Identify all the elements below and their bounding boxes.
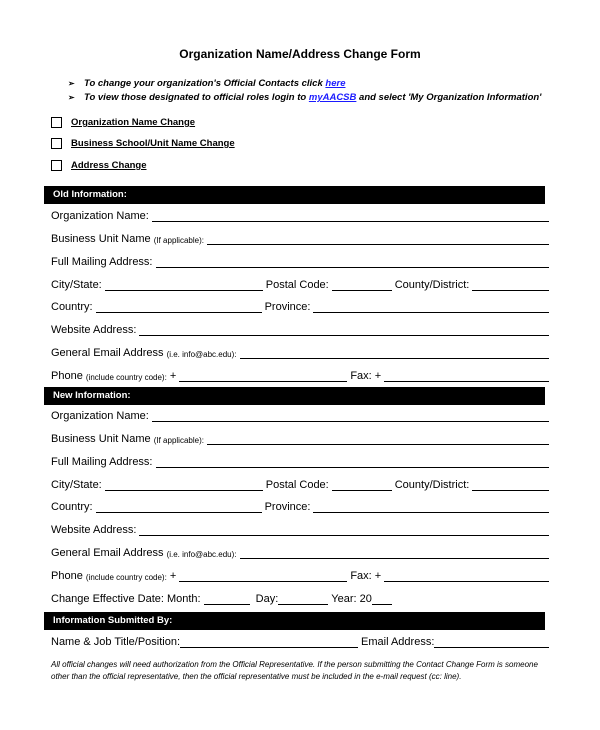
- old-fax-field[interactable]: [384, 370, 549, 382]
- new-info-header: New Information:: [44, 387, 545, 405]
- old-info-header: Old Information:: [44, 186, 545, 204]
- old-org-name-field[interactable]: [152, 210, 549, 222]
- label: +: [169, 370, 177, 382]
- hint: (If applicable):: [153, 436, 204, 445]
- old-phone-field[interactable]: [179, 370, 347, 382]
- label: Business Unit Name: [51, 233, 151, 245]
- label: Business Unit Name: [51, 433, 151, 445]
- effective-month-field[interactable]: [204, 593, 250, 605]
- new-province-field[interactable]: [313, 501, 549, 513]
- bullet-text: To change your organization's Official Contacts click: [84, 78, 326, 89]
- submitter-name-field[interactable]: [180, 636, 358, 648]
- label: General Email Address: [51, 347, 164, 359]
- checkbox-org-name-change[interactable]: [51, 117, 195, 128]
- hint: (If applicable):: [153, 236, 204, 245]
- label: Fax: +: [350, 570, 382, 582]
- new-unit-name-field[interactable]: [207, 433, 549, 445]
- new-country-field[interactable]: [96, 501, 262, 513]
- label: Day:: [255, 593, 279, 605]
- bullet-text: To view those designated to official roles login to: [84, 92, 309, 103]
- new-website-field[interactable]: [139, 524, 549, 536]
- label: Full Mailing Address:: [51, 456, 153, 468]
- label: City/State:: [51, 279, 102, 291]
- submitter-email-field[interactable]: [434, 636, 549, 648]
- new-fax-field[interactable]: [384, 570, 549, 582]
- label: Website Address:: [51, 324, 137, 336]
- bullet-roles: [68, 92, 541, 103]
- checkbox-icon[interactable]: [51, 160, 62, 171]
- hint: (include country code):: [85, 373, 167, 382]
- here-link[interactable]: here: [325, 78, 346, 89]
- effective-day-field[interactable]: [278, 593, 328, 605]
- label: Country:: [51, 301, 93, 313]
- new-phone-field[interactable]: [179, 570, 347, 582]
- old-mailing-field[interactable]: [156, 256, 550, 268]
- bullet-text: and select 'My Organization Information': [356, 92, 542, 103]
- checkbox-label: Address Change: [71, 160, 147, 171]
- bullet-contacts: [68, 78, 345, 89]
- label: City/State:: [51, 479, 102, 491]
- checkbox-address-change[interactable]: [51, 160, 147, 171]
- old-country-field[interactable]: [96, 301, 262, 313]
- label: County/District:: [394, 479, 470, 491]
- form-title: Organization Name/Address Change Form: [179, 47, 421, 61]
- label: General Email Address: [51, 547, 164, 559]
- label: Organization Name:: [51, 410, 149, 422]
- label: +: [169, 570, 177, 582]
- old-email-field[interactable]: [240, 347, 550, 359]
- new-mailing-field[interactable]: [156, 456, 550, 468]
- arrow-bullet-icon: ➢: [68, 79, 75, 88]
- hint: (i.e. info@abc.edu):: [166, 550, 237, 559]
- checkbox-icon[interactable]: [51, 138, 62, 149]
- old-county-field[interactable]: [472, 279, 549, 291]
- footnote: All official changes will need authorization from the Official Representative. If the person submitting the Contact Change Form is someone other than the official representative, then the official representative must be included in the e-mail request (cc: line).: [51, 660, 538, 681]
- label: Postal Code:: [265, 479, 329, 491]
- label: Email Address:: [361, 636, 435, 648]
- submitted-by-header: Information Submitted By:: [44, 612, 545, 630]
- label: Change Effective Date: Month:: [51, 593, 201, 605]
- label: Fax: +: [350, 370, 382, 382]
- checkbox-label: Organization Name Change: [71, 117, 196, 128]
- label: Country:: [51, 501, 93, 513]
- checkbox-unit-name-change[interactable]: [51, 138, 235, 149]
- new-postal-field[interactable]: [332, 479, 392, 491]
- myaacsb-link[interactable]: myAACSB: [308, 92, 357, 103]
- new-email-field[interactable]: [240, 547, 550, 559]
- new-org-name-field[interactable]: [152, 410, 549, 422]
- hint: (i.e. info@abc.edu):: [166, 350, 237, 359]
- new-city-field[interactable]: [105, 479, 263, 491]
- label: Name & Job Title/Position:: [51, 636, 181, 648]
- effective-year-field[interactable]: [372, 593, 392, 605]
- old-city-field[interactable]: [105, 279, 263, 291]
- label: Phone: [51, 370, 83, 382]
- label: Year: 20: [331, 593, 372, 605]
- label: Postal Code:: [265, 279, 329, 291]
- old-province-field[interactable]: [313, 301, 549, 313]
- old-postal-field[interactable]: [332, 279, 392, 291]
- label: Full Mailing Address:: [51, 256, 153, 268]
- label: Province:: [264, 301, 311, 313]
- hint: (include country code):: [85, 573, 167, 582]
- label: County/District:: [394, 279, 470, 291]
- label: Province:: [264, 501, 311, 513]
- old-unit-name-field[interactable]: [207, 233, 549, 245]
- label: Website Address:: [51, 524, 137, 536]
- label: Organization Name:: [51, 210, 149, 222]
- checkbox-label: Business School/Unit Name Change: [71, 138, 235, 149]
- checkbox-icon[interactable]: [51, 117, 62, 128]
- label: Phone: [51, 570, 83, 582]
- arrow-bullet-icon: ➢: [68, 93, 75, 102]
- new-county-field[interactable]: [472, 479, 549, 491]
- old-website-field[interactable]: [139, 324, 549, 336]
